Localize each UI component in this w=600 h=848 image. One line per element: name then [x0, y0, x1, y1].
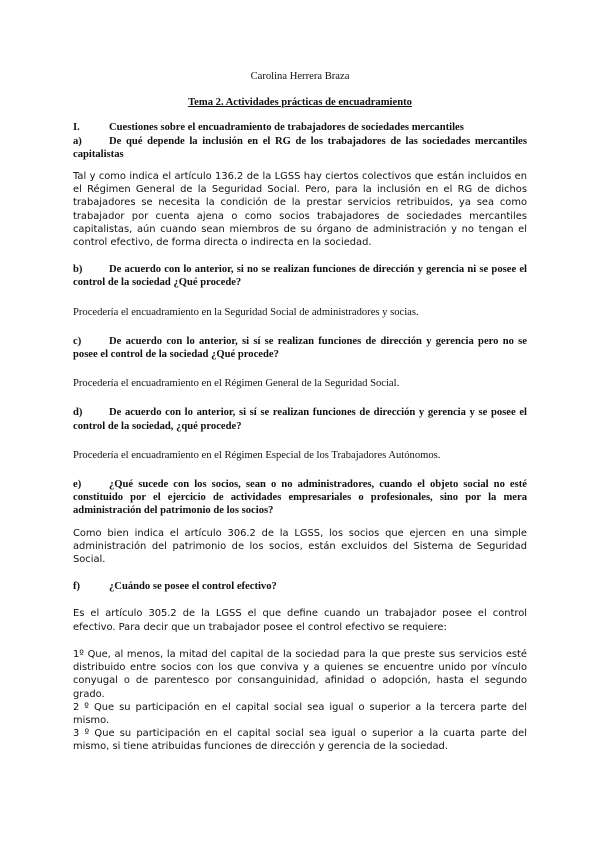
- section-heading: [73, 121, 527, 134]
- requirement-3: 3 º Que su participación en el capital social sea igual o superior a la cuarta parte del mismo, si tiene atribuidas funciones de dirección y gerencia de la sociedad.: [73, 728, 527, 753]
- question-e-letter: e): [73, 479, 82, 491]
- question-c-text: De acuerdo con lo anterior, si sí se realizan funciones de dirección y gerencia pero no se posee el control de la sociedad ¿Qué procede?: [73, 335, 527, 361]
- question-a: [73, 135, 527, 161]
- question-b-letter: b): [73, 264, 83, 276]
- question-f-text: ¿Cuándo se posee el control efectivo?: [109, 581, 277, 593]
- author-name: Carolina Herrera Braza: [250, 71, 350, 82]
- question-b: [73, 263, 527, 289]
- document-title: Tema 2. Actividades prácticas de encuadramiento: [188, 97, 412, 109]
- answer-e: Como bien indica el artículo 306.2 de la LGSS, los socios que ejercen en una simple administración del patrimonio de los socios, están excluidos del Sistema de Seguridad Social.: [73, 527, 527, 566]
- question-f: [73, 580, 527, 593]
- answer-c: Procedería el encuadramiento en el Régimen General de la Seguridad Social.: [73, 378, 400, 390]
- question-b-text: De acuerdo con lo anterior, si no se realizan funciones de dirección y gerencia ni se posee el control de la sociedad ¿Qué procede?: [73, 264, 527, 289]
- document-page: [73, 70, 527, 754]
- requirement-1: 1º Que, al menos, la mitad del capital de la sociedad para la que preste sus servicios esté distribuido entre socios con los que conviva y a quienes se encuentre unido por vínculo conyugal o de parentesco por consanguinidad, afinidad o adopción, hasta el segundo grado.: [73, 648, 527, 700]
- question-c: [73, 335, 527, 361]
- question-d-letter: d): [73, 407, 83, 419]
- question-d-text: De acuerdo con lo anterior, si sí se realizan funciones de dirección y gerencia y se posee el control de la sociedad, ¿qué procede?: [73, 407, 527, 432]
- question-a-letter: a): [73, 135, 82, 147]
- question-c-letter: c): [73, 335, 82, 347]
- question-e: [73, 478, 527, 518]
- question-e-text: ¿Qué sucede con los socios, sean o no administradores, cuando el objeto social no esté constituido por el ejercicio de actividades empresariales o profesionales, sino por la mera administración del patrimonio de los socios?: [73, 479, 527, 517]
- question-d: [73, 406, 527, 432]
- section-number: I.: [73, 122, 80, 134]
- question-a-text: a) De qué depende la inclusión en el RG de los trabajadores de las sociedades mercantiles capitalistas: [73, 135, 527, 160]
- answer-f: Es el artículo 305.2 de la LGSS el que define cuando un trabajador posee el control efectivo. Para decir que un trabajador posee el control efectivo se requiere:: [73, 608, 527, 633]
- section-title: Cuestiones sobre el encuadramiento de trabajadores de sociedades mercantiles: [109, 122, 464, 134]
- question-f-letter: f): [73, 581, 81, 593]
- answer-b: Procedería el encuadramiento en la Seguridad Social de administradores y socias.: [73, 306, 419, 318]
- requirement-2: 2 º Que su participación en el capital social sea igual o superior a la tercera parte del mismo.: [73, 701, 527, 726]
- answer-a: Tal y como indica el artículo 136.2 de la LGSS hay ciertos colectivos que están incluidos en el Régimen General de la Seguridad Social. Pero, para la inclusión en el RG de dichos trabajadores se necesita la condición de la prestar servicios retribuidos, ya sea como trabajador por cuenta ajena o como socios trabajadores de sociedades mercantiles capitalistas, aún cuando sean miembros de su órgano de administración y no tengan el control efectivo, de forma directa o indirecta en la sociedad.: [73, 171, 527, 249]
- answer-d: Procedería el encuadramiento en el Régimen Especial de los Trabajadores Autónomos.: [73, 449, 441, 461]
